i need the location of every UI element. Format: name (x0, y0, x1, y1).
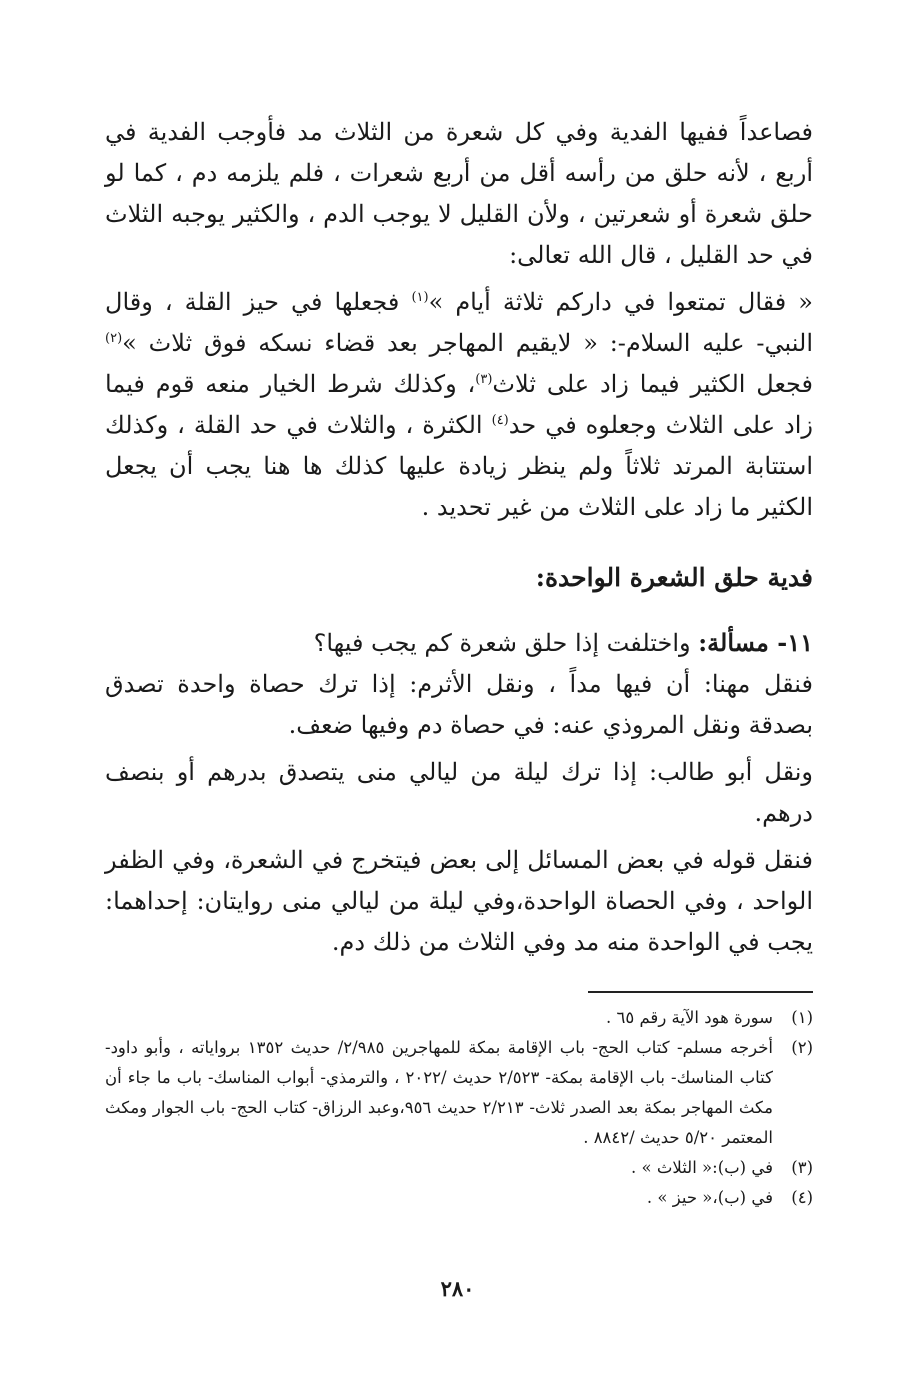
paragraph-2-part-c: فجعل الكثير فيما زاد على ثلاث (492, 370, 813, 398)
footnote-number: (٤) (791, 1188, 813, 1207)
footnote-text: في (ب)،« حيز » . (646, 1188, 773, 1207)
paragraph-3: فنقل مهنا: أن فيها مداً ، ونقل الأثرم: إذا ترك حصاة واحدة تصدق بصدقة ونقل المروذي عنه: في حصاة دم وفيها ضعف. (105, 670, 813, 739)
paragraph-2-part-d: ، وكذلك شرط الخيار منعه قوم فيما زاد على الثلاث وجعلوه في حد (105, 370, 813, 439)
footnote-1 (105, 1003, 813, 1033)
question-line (105, 622, 813, 664)
footnote-number: (٣) (791, 1158, 813, 1177)
footnote-text: أخرجه مسلم- كتاب الحج- باب الإقامة بمكة للمهاجرين ٢/٩٨٥/ حديث ١٣٥٢ برواياته ، وأبو داود- كتاب المناسك- باب الإقامة بمكة- ٢/٥٢٣ حديث /٢٠٢٢ ، والترمذي- أبواب المناسك- باب ما جاء أن مكث المهاجر بمكة بعد الصدر ثلاث- ٢/٢١٣ حديث ٩٥٦،وعبد الرزاق- كتاب الحج- باب الجوار ومكث المعتمر ٥/٢٠ حديث /٨٨٤٢ . (105, 1038, 773, 1147)
paragraph-1: فصاعداً ففيها الفدية وفي كل شعرة من الثلاث مد فأوجب الفدية في أربع ، لأنه حلق من رأسه أقل من أربع شعرات ، فلم يلزمه دم ، كما لو حلق شعرة أو شعرتين ، ولأن القليل لا يوجب الدم ، والكثير يوجبه الثلاث في حد القليل ، قال الله تعالى: (105, 118, 813, 269)
footnote-ref-4: (٤) (491, 413, 509, 428)
paragraph-5: فنقل قوله في بعض المسائل إلى بعض فيتخرج في الشعرة، وفي الظفر الواحد ، وفي الحصاة الواحدة،وفي ليلة من ليالي منى روايتان: إحداهما: يجب في الواحدة منه مد وفي الثلاث من ذلك دم. (105, 846, 813, 956)
section-heading: فدية حلق الشعرة الواحدة: (535, 563, 813, 592)
footnote-2 (105, 1033, 813, 1153)
page-content (105, 112, 813, 1213)
paragraph-2-part-b: فجعلها في حيز القلة ، وقال النبي- عليه السلام-: « لايقيم المهاجر بعد قضاء نسكه فوق ثلاث » (105, 288, 813, 357)
page-number: ٢٨٠ (440, 1276, 475, 1301)
footnote-ref-1: (١) (411, 290, 429, 305)
question-text: واختلفت إذا حلق شعرة كم يجب فيها؟ (313, 629, 699, 657)
footnote-ref-2: (٢) (105, 331, 123, 346)
question-label: ١١- مسألة: (698, 628, 813, 657)
footnote-number: (١) (791, 1008, 813, 1027)
footnote-text: سورة هود الآية رقم ٦٥ . (605, 1008, 773, 1027)
footnote-3 (105, 1153, 813, 1183)
footnote-ref-3: (٣) (475, 372, 493, 387)
footnote-number: (٢) (791, 1038, 813, 1057)
paragraph-2-part-e: الكثرة ، والثلاث في حد القلة ، وكذلك استتابة المرتد ثلاثاً ولم ينظر زيادة عليها كذلك ها هنا يجب أن يجعل الكثير ما زاد على الثلاث من غير تحديد . (105, 411, 813, 521)
footnote-divider (588, 991, 813, 993)
paragraph-4: ونقل أبو طالب: إذا ترك ليلة من ليالي منى يتصدق بدرهم أو بنصف درهم. (105, 758, 813, 827)
footnotes (105, 1003, 813, 1213)
footnote-4 (105, 1183, 813, 1213)
footnote-text: في (ب):« الثلاث » . (631, 1158, 773, 1177)
paragraph-2 (105, 282, 813, 528)
paragraph-2-part-a: « فقال تمتعوا في داركم ثلاثة أيام » (428, 288, 813, 316)
